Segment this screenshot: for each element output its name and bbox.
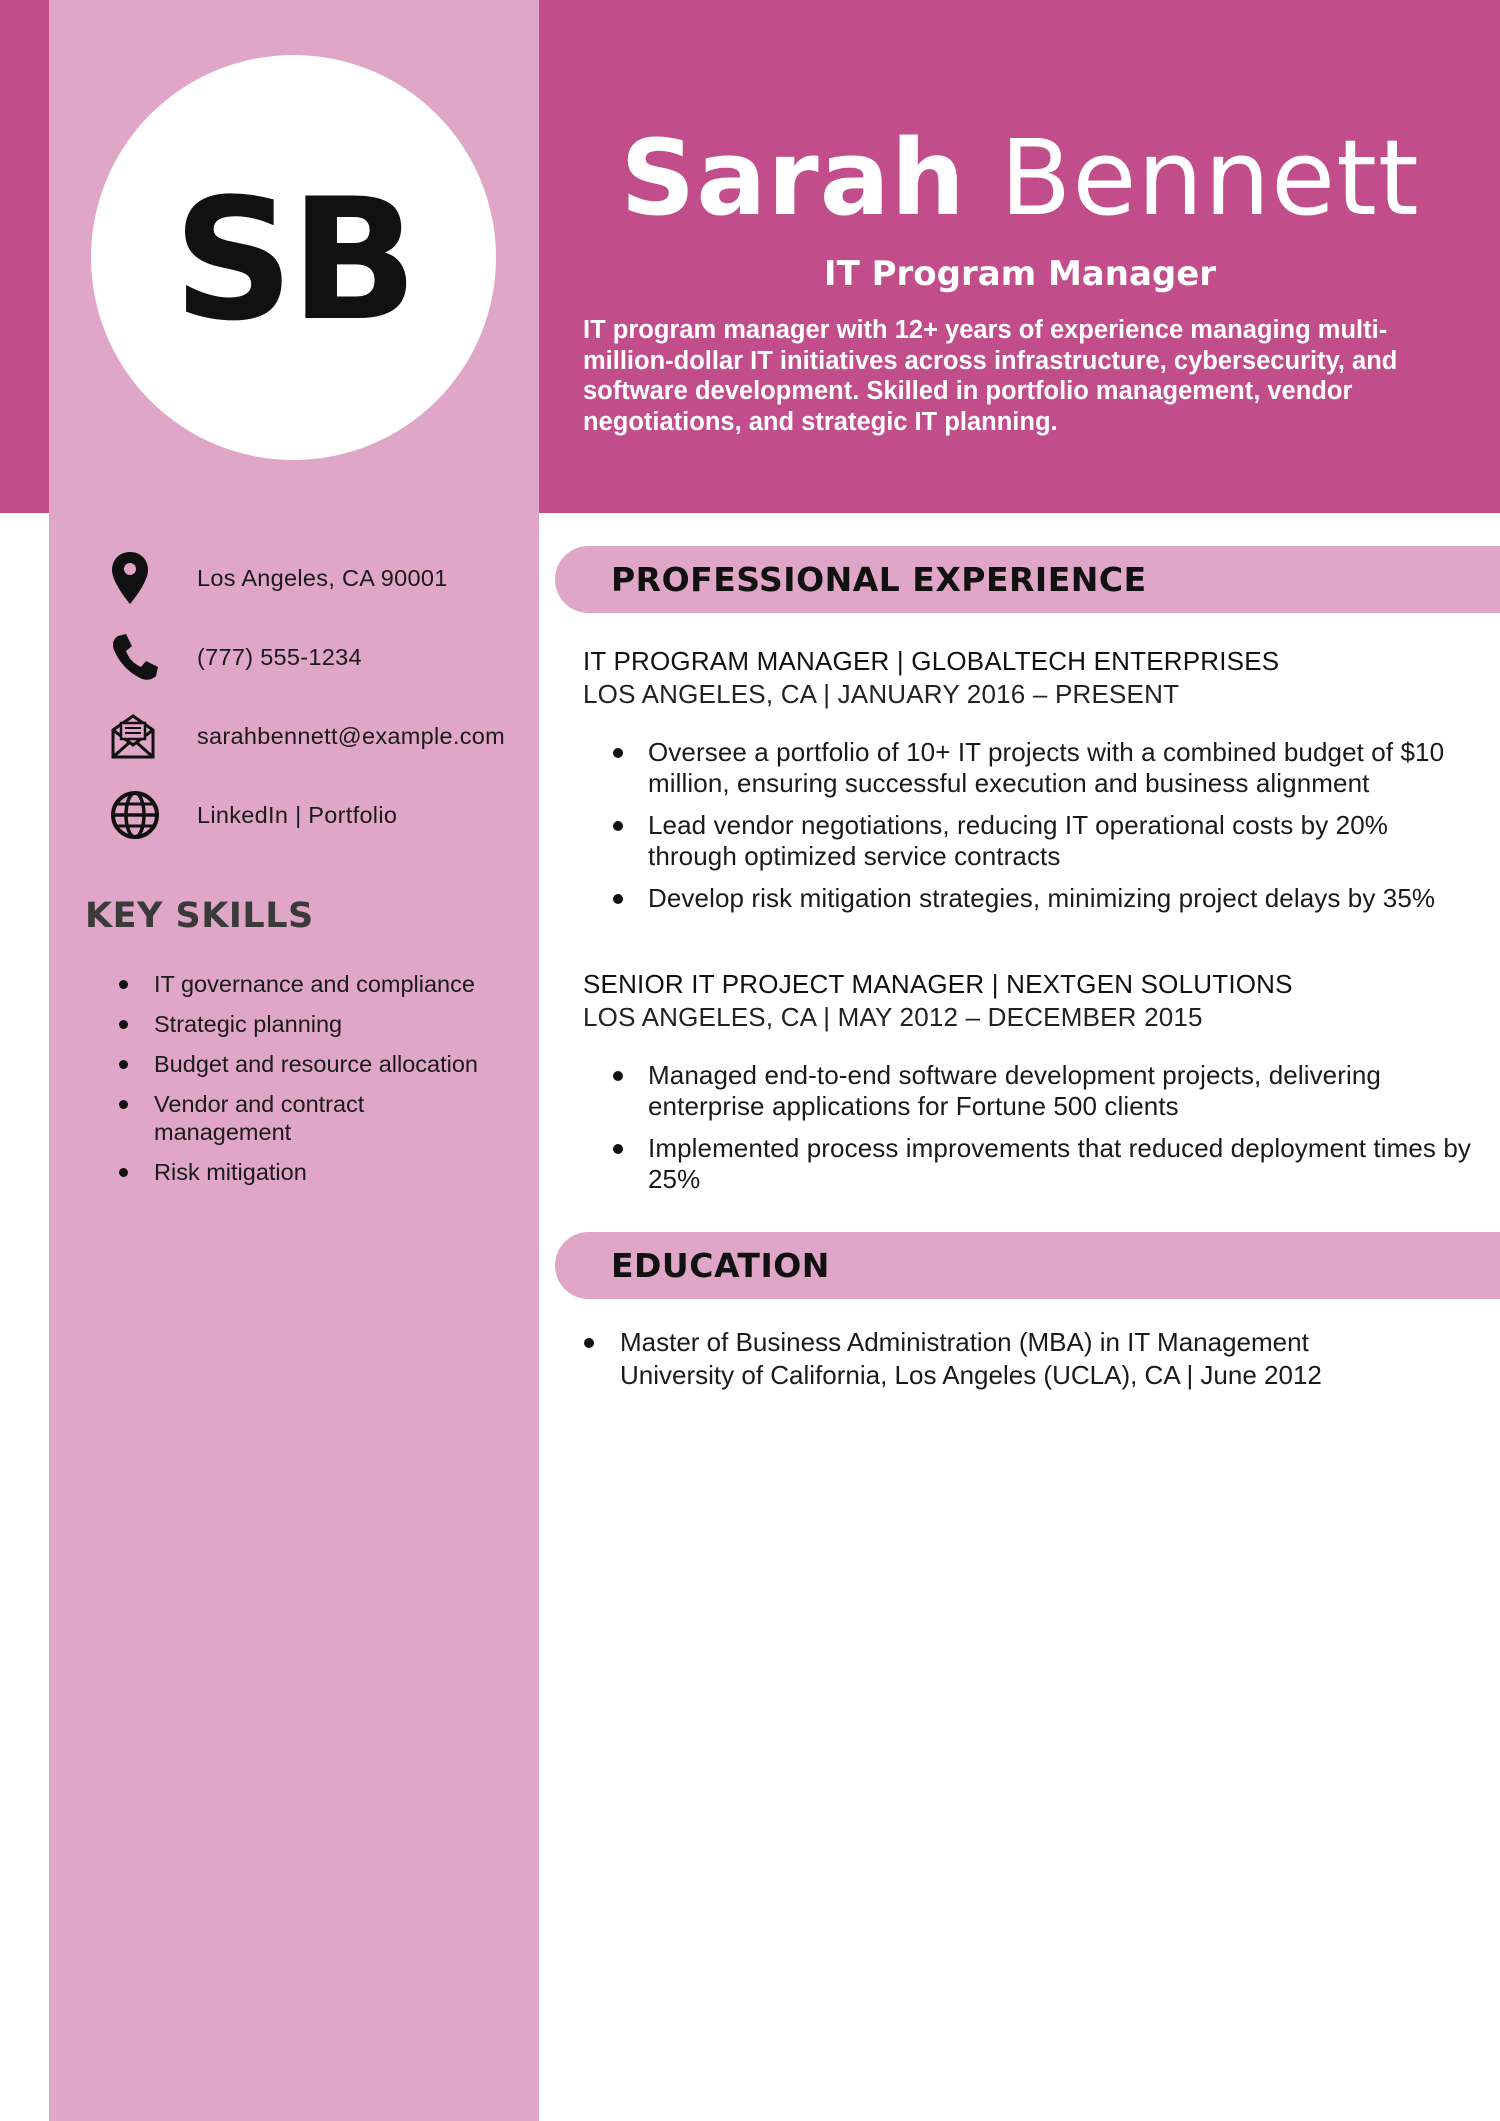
candidate-name	[540, 118, 1500, 238]
monogram-circle	[91, 55, 496, 460]
contact-list	[110, 548, 530, 864]
job-bullets	[583, 737, 1483, 914]
job-meta: LOS ANGELES, CA | MAY 2012 – DECEMBER 2015	[583, 1002, 1203, 1032]
contact-phone	[110, 627, 530, 687]
last-name: Bennett	[999, 117, 1420, 239]
school-text: University of California, Los Angeles (UCLA), CA | June 2012	[620, 1360, 1322, 1390]
experience-heading: PROFESSIONAL EXPERIENCE	[611, 560, 1147, 599]
job-title: IT Program Manager	[823, 254, 1217, 294]
degree-text: Master of Business Administration (MBA) in IT Management	[620, 1327, 1309, 1357]
envelope-icon	[110, 708, 172, 764]
skill-item: Budget and resource allocation	[110, 1050, 520, 1078]
job-entry-2	[583, 968, 1483, 1206]
education-item	[583, 1326, 1483, 1392]
email-text[interactable]: sarahbennett@example.com	[197, 722, 505, 749]
job-role: IT PROGRAM MANAGER | GLOBALTECH ENTERPRISES	[583, 646, 1280, 676]
contact-location	[110, 548, 530, 608]
job-bullet: Oversee a portfolio of 10+ IT projects with a combined budget of $10 million, ensuring successful execution and business alignment	[583, 737, 1483, 798]
job-entry-1	[583, 645, 1483, 926]
skills-heading: KEY SKILLS	[85, 896, 314, 936]
job-bullets	[583, 1060, 1483, 1194]
job-bullet: Lead vendor negotiations, reducing IT operational costs by 20% through optimized service contracts	[583, 810, 1428, 871]
monogram-initials: SB	[172, 161, 415, 358]
job-role: SENIOR IT PROJECT MANAGER | NEXTGEN SOLUTIONS	[583, 969, 1293, 999]
summary: IT program manager with 12+ years of experience managing multi-million-dollar IT initiatives across infrastructure, cybersecurity, and software development. Skilled in portfolio management, vendor negotiations, and strategic IT planning.	[583, 316, 1398, 436]
job-bullet: Managed end-to-end software development projects, delivering enterprise applications for Fortune 500 clients	[583, 1060, 1428, 1121]
location-text: Los Angeles, CA 90001	[197, 564, 448, 591]
job-meta: LOS ANGELES, CA | JANUARY 2016 – PRESENT	[583, 679, 1180, 709]
location-pin-icon	[110, 550, 172, 606]
education-section-bar	[555, 1232, 1500, 1299]
skills-list	[110, 970, 520, 1198]
contact-email	[110, 706, 530, 766]
phone-text[interactable]: (777) 555-1234	[197, 643, 362, 670]
skill-item: Vendor and contract management	[110, 1090, 454, 1146]
skill-item: Risk mitigation	[110, 1158, 520, 1186]
phone-icon	[110, 629, 172, 685]
education-entry	[583, 1326, 1483, 1392]
education-heading: EDUCATION	[611, 1246, 830, 1285]
experience-section-bar	[555, 546, 1500, 613]
globe-icon	[110, 787, 172, 843]
first-name: Sarah	[620, 117, 966, 239]
job-bullet: Develop risk mitigation strategies, minimizing project delays by 35%	[583, 883, 1483, 914]
job-bullet: Implemented process improvements that reduced deployment times by 25%	[583, 1133, 1483, 1194]
skill-item: IT governance and compliance	[110, 970, 520, 998]
contact-links	[110, 785, 530, 845]
skill-item: Strategic planning	[110, 1010, 520, 1038]
links-text[interactable]: LinkedIn | Portfolio	[197, 801, 398, 828]
